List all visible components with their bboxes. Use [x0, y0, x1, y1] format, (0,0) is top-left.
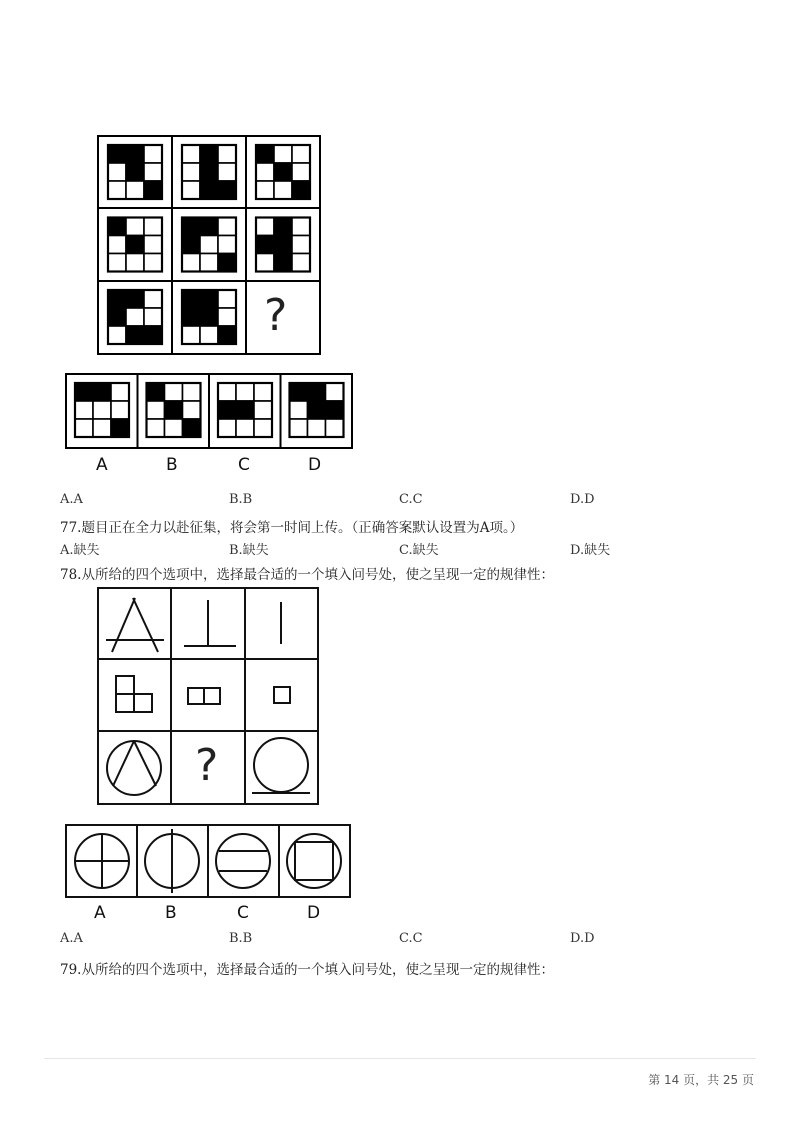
q76-cell-r2-c3-pattern	[256, 218, 310, 272]
q78-figure-label-a: A	[94, 903, 106, 923]
q76-cell-r1-c2-pattern	[182, 145, 236, 199]
q76-option-a[interactable]: A.A	[60, 492, 83, 507]
q76-cell-r2-c2-pattern	[182, 218, 236, 272]
q78-option-c[interactable]: C.C	[399, 931, 423, 946]
q76-option-c[interactable]: C.C	[399, 492, 423, 507]
q78-figure-label-b: B	[165, 903, 177, 923]
q76-options-svg	[66, 374, 352, 448]
q76-figure-label-d: D	[308, 455, 322, 475]
q77-question-text: 77.题目正在全力以赴征集，将会第一时间上传。（正确答案默认设置为A项。）	[60, 520, 524, 536]
q76-figure-label-a: A	[96, 455, 108, 475]
q78-two-squares-shape	[188, 688, 220, 704]
q78-option-a[interactable]: A.A	[60, 931, 83, 946]
q76-option-d[interactable]: D.D	[570, 492, 595, 507]
q77-option-c[interactable]: C.缺失	[399, 543, 439, 558]
q76-figure-label-c: C	[238, 455, 250, 475]
q78-three-squares-shape	[116, 676, 152, 712]
q78-question-text: 78.从所给的四个选项中，选择最合适的一个填入问号处，使之呈现一定的规律性：	[60, 567, 554, 583]
q78-option-b-shape	[145, 829, 199, 893]
q76-cell-r1-c1-pattern	[108, 145, 162, 199]
q76-cell-r3-c2-pattern	[182, 290, 236, 344]
q76-cell-r2-c1-pattern	[108, 218, 162, 272]
q76-question-mark: ?	[264, 290, 288, 341]
q78-circle-triangle-shape	[107, 741, 161, 795]
q79-question-text: 79.从所给的四个选项中，选择最合适的一个填入问号处，使之呈现一定的规律性：	[60, 962, 554, 978]
q78-circle-on-line-shape	[252, 738, 310, 793]
q76-cell-r3-c1-pattern	[108, 290, 162, 344]
q78-option-c-shape	[216, 834, 270, 888]
q76-option-c-pattern	[218, 383, 272, 437]
q78-option-d[interactable]: D.D	[570, 931, 595, 946]
q78-option-b[interactable]: B.B	[229, 931, 253, 946]
q76-option-a-pattern	[75, 383, 129, 437]
page-number: 第 14 页，共 25 页	[648, 1073, 754, 1087]
q76-option-d-pattern	[290, 383, 344, 437]
q78-triangle-lines-shape	[106, 598, 164, 652]
q78-options-svg	[66, 825, 350, 897]
q77-option-d[interactable]: D.缺失	[570, 543, 611, 558]
q76-figure-label-b: B	[166, 455, 178, 475]
q78-question-mark: ?	[195, 740, 219, 791]
q77-option-a[interactable]: A.缺失	[60, 543, 100, 558]
q77-option-b[interactable]: B.缺失	[229, 543, 269, 558]
q76-option-b-pattern	[147, 383, 201, 437]
footer-divider	[44, 1058, 756, 1059]
q78-single-square-shape	[274, 687, 290, 703]
q78-option-d-shape	[287, 834, 341, 888]
q78-option-a-shape	[75, 834, 129, 888]
q76-cell-r1-c3-pattern	[256, 145, 310, 199]
q76-option-b[interactable]: B.B	[229, 492, 253, 507]
q78-inverted-t-shape	[184, 600, 236, 646]
q78-figure-label-c: C	[237, 903, 249, 923]
q78-figure-label-d: D	[307, 903, 321, 923]
